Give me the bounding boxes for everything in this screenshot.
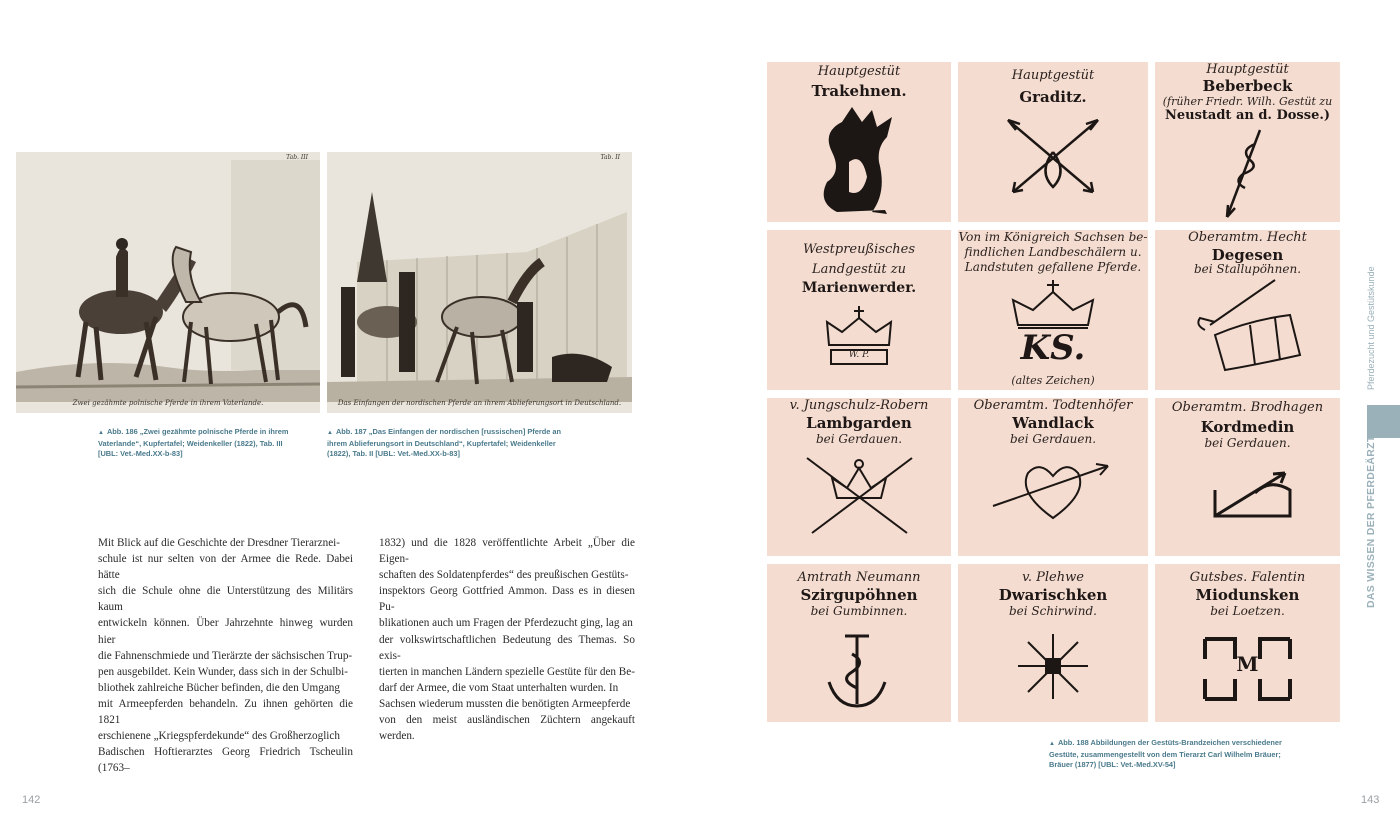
engraving-tab-label: Tab. II: [600, 154, 620, 161]
brand-cell-degesen: Oberamtm. Hecht Degesen bei Stallupöhnen.: [1155, 230, 1340, 390]
figure-caption-187: ▲ Abb. 187 „Das Einfangen der nordischen [russischen] Pferde an ihrem Ablieferungsort in Deutschland“, Kupfertafel; Weidenkeller (1822), Tab. II [UBL: Vet.-Med.XX-b-83]: [327, 427, 562, 458]
star-arrows-brand-icon: [958, 564, 1148, 722]
side-label-chapter: DAS WISSEN DER PFERDEÄRZTE: [1365, 428, 1377, 608]
brand-cell-szirgupoehnen: Amtrath Neumann Szirgupöhnen bei Gumbinnen.: [767, 564, 951, 722]
caret-up-icon: ▲: [1049, 741, 1055, 747]
heart-arrow-brand-icon: [958, 398, 1148, 556]
engraving-catching-horses: [327, 152, 632, 413]
figure-caption-186: ▲ Abb. 186 „Zwei gezähmte polnische Pferde in ihrem Vaterlande“, Kupfertafel; Weidenkeller (1822), Tab. III [UBL: Vet.-Med.XX-b-83]: [98, 427, 289, 458]
engraving-catching-horses-art: [327, 152, 632, 413]
sword-arm-brand-icon: [1155, 230, 1340, 390]
body-text-column-1: Mit Blick auf die Geschichte der Dresdner Tierarznei- schule ist nur selten von der Armee die Rede. Dabei hätte sich die Schule ohne die Unterstützung des Militärs kaum entwickeln können. Über Jahrzehnte hinweg wurden hier die Fahnenschmiede und Tierärzte der sächsischen Trup- pen ausgebildet. Kein Wunder, dass sich in der Schulbi- bliothek zahlreiche Bücher befinden, die den Umgang mit Armeepferden behandeln. Zu ihnen gehörten die 1821 erschienene „Kriegspferdekunde“ des Großherzoglich Badischen Hoftierarztes Georg Friedrich Tscheulin (1763–: [98, 537, 353, 775]
brand-note: (altes Zeichen): [1011, 374, 1095, 387]
brand-cell-sachsen: Von im Königreich Sachsen be- findlichen Landbeschälern u. Landstuten gefallene Pferde. KS. (altes Zeichen): [958, 230, 1148, 390]
brand-mark-text: M: [1236, 652, 1259, 676]
brand-cell-beberbeck: Hauptgestüt Beberbeck (früher Friedr. Wilh. Gestüt zu Neustadt an d. Dosse.): [1155, 62, 1340, 222]
brand-cell-graditz: Hauptgestüt Graditz.: [958, 62, 1148, 222]
brand-cell-lambgarden: v. Jungschulz-Robern Lambgarden bei Gerdauen.: [767, 398, 951, 556]
elk-antler-brand-icon: [767, 62, 951, 222]
crown-brand-icon: [767, 230, 951, 390]
brand-cell-kordmedin: Oberamtm. Brodhagen Kordmedin bei Gerdauen.: [1155, 398, 1340, 556]
brand-mark-text: W. P.: [848, 350, 870, 360]
engraving-tab-label: Tab. III: [286, 154, 308, 161]
caret-up-icon: ▲: [327, 430, 333, 436]
cross-frame-brand-icon: [1155, 564, 1340, 722]
bow-arrow-brand-icon: [1155, 398, 1340, 556]
engraving-plate-caption: Zwei gezähmte polnische Pferde in ihrem Vaterlande.: [72, 399, 264, 407]
page-number-left: 142: [22, 794, 41, 806]
crossed-arrows-brand-icon: [958, 62, 1148, 222]
brand-cell-trakehnen: Hauptgestüt Trakehnen.: [767, 62, 951, 222]
figure-caption-188: ▲ Abb. 188 Abbildungen der Gestüts-Brandzeichen verschiedener Gestüte, zusammengestellt von dem Tierarzt Carl Wilhelm Bräuer; Bräuer (1877) [UBL: Vet.-Med.XV-54]: [1049, 738, 1282, 769]
side-label-subsection: Pferdezucht und Gestütskunde: [1366, 266, 1376, 390]
anchor-brand-icon: [767, 564, 951, 722]
snake-staff-brand-icon: [1155, 62, 1340, 222]
engraving-plate-caption: Das Einfangen der nordischen Pferde an ihrem Ablieferungsort in Deutschland.: [337, 399, 622, 407]
caret-up-icon: ▲: [98, 430, 104, 436]
body-text-column-2: 1832) und die 1828 veröffentlichte Arbeit „Über die Eigen- schaften des Soldatenpferdes“ des preußischen Gestüts- inspektors Georg Gottfried Ammon. Dass es in diesen Pu- blikationen auch um Fragen der Pferdezucht ging, lag an der volkswirtschaftlichen Bedeutung des Themas. So exis- tierten in manchen Ländern spezielle Gestüte für den Be- darf der Armee, die vom Staat unterhalten wurden. In Sachsen wiederum mussten die benötigten Armeepferde von den meist ausländischen Züchtern angekauft werden.: [379, 537, 635, 743]
brand-cell-marienwerder: Westpreußisches Landgestüt zu Marienwerder. W. P.: [767, 230, 951, 390]
brand-cell-dwarischken: v. Plehwe Dwarischken bei Schirwind.: [958, 564, 1148, 722]
page-number-right: 143: [1361, 794, 1380, 806]
brand-cell-wandlack: Oberamtm. Todtenhöfer Wandlack bei Gerdauen.: [958, 398, 1148, 556]
brand-cell-miodunsken: Gutsbes. Falentin Miodunsken bei Loetzen. M: [1155, 564, 1340, 722]
engraving-polish-horses-art: [16, 152, 320, 413]
engraving-polish-horses: [16, 152, 320, 413]
brand-mark-text: KS.: [1020, 328, 1086, 368]
crown-arrows-brand-icon: [767, 398, 951, 556]
